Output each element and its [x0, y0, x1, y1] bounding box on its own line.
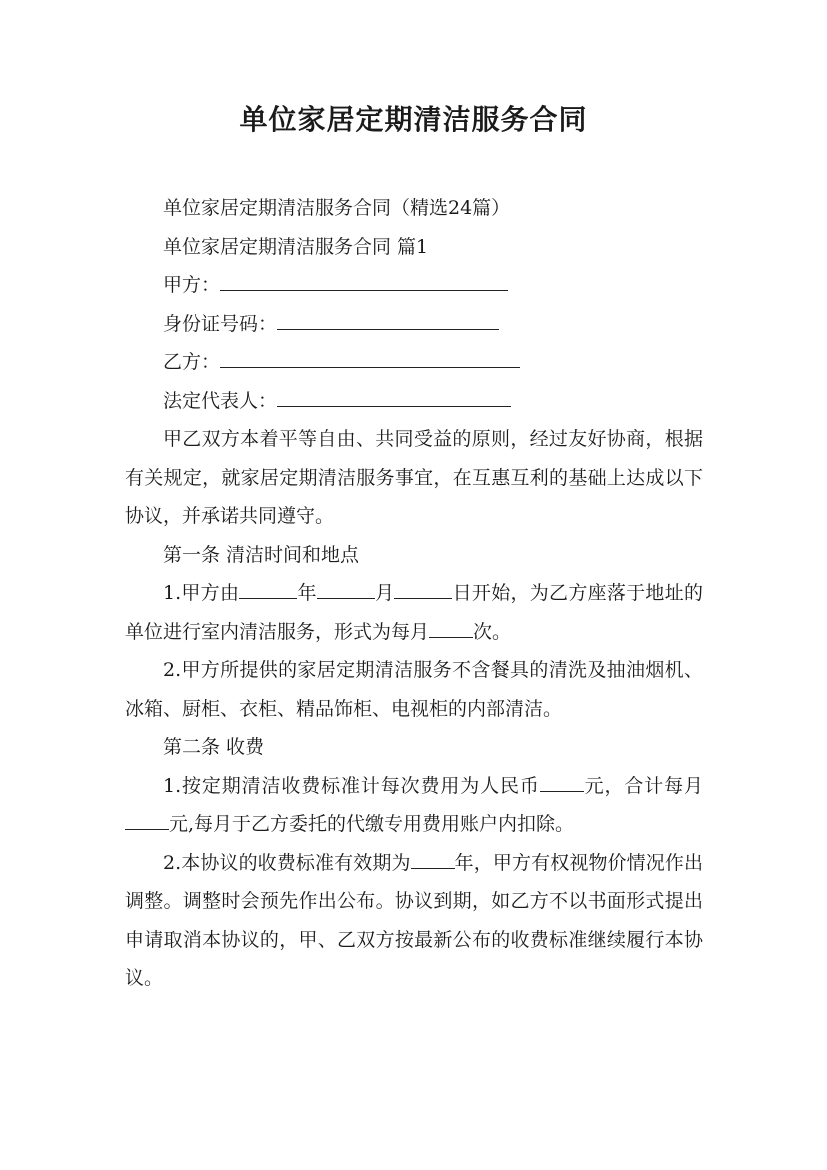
party-b-blank-line[interactable]: [220, 366, 520, 368]
article2-item2: [125, 844, 703, 998]
part-heading: 单位家居定期清洁服务合同 篇1: [163, 235, 429, 258]
fee-per-visit-blank-line[interactable]: [540, 790, 584, 792]
field-id-number-label: 身份证号码：: [163, 312, 278, 335]
article1-item1-text-a: 1.甲方由: [163, 582, 240, 604]
field-party-b-label: 乙方：: [163, 351, 221, 373]
field-legal-rep-label: 法定代表人：: [163, 389, 278, 412]
article1-item2: 2.甲方所提供的家居定期清洁服务不含餐具的清洗及抽油烟机、冰箱、厨柜、衣柜、精品饰柜、电视柜的内部清洁。: [125, 659, 703, 720]
times-per-month-blank-line[interactable]: [429, 636, 473, 638]
id-number-blank-line[interactable]: [277, 328, 499, 330]
article2-item1: [125, 767, 703, 844]
intro-paragraph: 甲乙双方本着平等自由、共同受益的原则，经过友好协商，根据有关规定，就家居定期清洁服务事宜，在互惠互利的基础上达成以下协议，并承诺共同遵守。: [125, 428, 703, 527]
article1-item1-text-d: 日开始，为乙方座落于地址的单位进行室内清洁服务，形式为每月: [125, 582, 703, 643]
article1-item1-text-b: 年: [297, 582, 317, 604]
article2-item1-text-a: 1.按定期清洁收费标准计每次费用为人民币: [163, 774, 540, 797]
article1-item1: [125, 574, 703, 651]
field-id-number: [125, 305, 703, 344]
party-a-blank-line[interactable]: [220, 289, 508, 291]
article1-item1-text-c: 月: [374, 582, 395, 604]
legal-rep-blank-line[interactable]: [277, 405, 511, 407]
article2-item1-text-b: 元，合计每月: [583, 774, 703, 797]
start-year-blank-line[interactable]: [239, 597, 297, 599]
start-day-blank-line[interactable]: [394, 597, 452, 599]
article1-heading: 第一条 清洁时间和地点: [163, 543, 360, 566]
article2-item2-text-b: 年，甲方有权视物价情况作出调整。调整时会预先作出公布。协议到期，如乙方不以书面形式提出申请取消本协议的，甲、乙双方按最新公布的收费标准继续履行本协议。: [125, 851, 703, 989]
field-party-a: [125, 266, 703, 305]
article2-heading: 第二条 收费: [163, 736, 265, 758]
document-subtitle: 单位家居定期清洁服务合同（精选24篇）: [163, 197, 511, 219]
field-party-b: [125, 343, 703, 382]
document-title: 单位家居定期清洁服务合同: [239, 103, 588, 136]
field-party-a-label: 甲方：: [163, 274, 221, 296]
article2-item2-text-a: 2.本协议的收费标准有效期为: [163, 851, 411, 874]
field-legal-rep: [125, 382, 703, 421]
article1-item1-text-e: 次。: [473, 620, 512, 643]
document-body: [125, 189, 703, 998]
fee-per-month-blank-line[interactable]: [125, 828, 169, 830]
start-month-blank-line[interactable]: [317, 597, 375, 599]
article2-item1-text-c: 元,每月于乙方委托的代缴专用费用账户内扣除。: [169, 813, 575, 835]
validity-years-blank-line[interactable]: [411, 867, 455, 869]
